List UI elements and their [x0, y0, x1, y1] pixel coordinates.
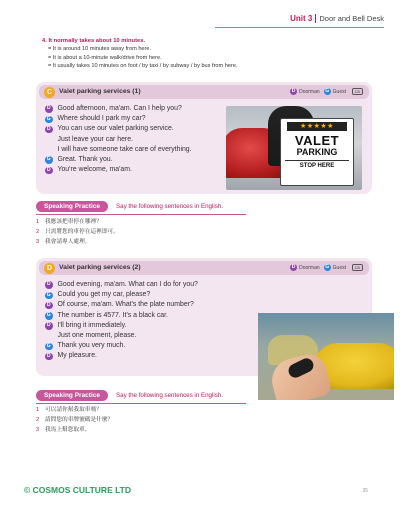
sentence-text: 可以請你幫我取車嗎？ — [45, 407, 102, 413]
dialog-text: The number is 4577. It's a black car. — [57, 311, 168, 319]
sign-parking: PARKING — [296, 147, 338, 157]
sentence-number: 1 — [36, 219, 40, 225]
guest-label: Guest — [332, 88, 346, 95]
speaker-badge: D — [46, 352, 51, 359]
dialog-text: I'll bring it immediately. — [57, 321, 127, 329]
dialog-line — [45, 114, 192, 124]
doorman-label: Doorman — [299, 264, 320, 271]
dialog-line — [45, 351, 198, 361]
doorman-badge: D — [291, 264, 296, 270]
dialog-text: Just leave your car here. — [57, 135, 133, 143]
dialog-text: My pleasure. — [57, 352, 97, 360]
dialog-line — [45, 104, 192, 114]
speaker-badge: G — [46, 291, 51, 298]
page-number: 35 — [362, 488, 368, 494]
dialog-line — [45, 124, 192, 134]
dialog-text: Good evening, ma'am. What can I do for you? — [57, 281, 198, 288]
intro-question: 4. It normally takes about 10 minutes. — [42, 38, 146, 44]
speaking-practice-header — [36, 201, 223, 212]
dialog-section-c — [36, 82, 372, 194]
unit-section-title: Door and Bell Desk — [319, 14, 384, 23]
dialog-line — [45, 290, 198, 300]
speaker-legend — [286, 88, 363, 95]
audio-cd-icon[interactable]: CD — [352, 264, 363, 271]
speaking-practice-header — [36, 390, 223, 401]
dialog-line — [45, 311, 198, 321]
dialog-line — [45, 165, 192, 175]
sentence-text: 我應該把車停在哪裡？ — [45, 219, 102, 225]
practice-sentence — [36, 227, 119, 237]
intro-alt: = It usually takes 10 minutes on foot / by taxi / by subway / by bus from here. — [48, 63, 238, 70]
dialog-lines — [45, 104, 192, 175]
dialog-text: Could you get my car, please? — [57, 291, 151, 299]
dialog-line — [45, 145, 192, 155]
speaker-badge: D — [46, 125, 51, 132]
speaker-badge: G — [46, 156, 51, 163]
dialog-line — [45, 135, 192, 145]
intro-alt: = It is about a 10-minute walk/drive from here. — [48, 54, 162, 61]
speaker-badge: D — [46, 105, 51, 112]
sign-stop-here: STOP HERE — [285, 160, 349, 169]
sentence-text: 請問您的車牌號碼是什麼？ — [45, 417, 114, 424]
sentence-number: 1 — [36, 407, 40, 413]
sentence-text: 我會請專人處理。 — [45, 239, 91, 246]
speaker-badge: D — [46, 322, 51, 329]
header-rule — [215, 27, 384, 28]
section-letter-badge: D — [44, 263, 55, 274]
dialog-text: Great. Thank you. — [57, 156, 113, 164]
valet-sign — [280, 118, 354, 186]
dialog-line — [45, 331, 198, 341]
section-title: Valet parking services (1) — [59, 88, 141, 95]
speaker-badge: D — [46, 281, 51, 288]
car-key-photo — [258, 313, 394, 400]
dialog-line — [45, 155, 192, 165]
doorman-label: Doorman — [299, 88, 320, 95]
practice-sentence — [36, 425, 113, 435]
speaking-practice-tag: Speaking Practice — [36, 201, 108, 212]
sentence-text: 只需將您的車停在這裡即可。 — [45, 229, 119, 236]
dialog-text: Good afternoon, ma'am. Can I help you? — [57, 105, 182, 112]
sign-valet: VALET — [294, 133, 340, 148]
dialog-line — [45, 300, 198, 310]
dialog-text: Where should I park my car? — [57, 115, 146, 123]
section-title-bar — [39, 85, 369, 99]
dialog-text: Thank you very much. — [57, 342, 126, 350]
practice-sentence — [36, 237, 119, 247]
dialog-lines — [45, 280, 198, 362]
sentence-number: 2 — [36, 417, 40, 424]
dialog-text: Of course, ma'am. What's the plate number? — [57, 301, 194, 309]
practice-rule — [36, 214, 246, 215]
practice-sentence — [36, 217, 119, 227]
speaker-badge: G — [46, 312, 51, 318]
dialog-text: I will have someone take care of everything. — [57, 145, 192, 153]
speaker-badge: D — [46, 301, 51, 308]
sign-stars: ★★★★★ — [287, 122, 347, 131]
speaker-badge: G — [46, 342, 51, 349]
section-title: Valet parking services (2) — [59, 264, 141, 271]
sentence-text: 我馬上幫您取車。 — [45, 427, 91, 434]
section-title-bar — [39, 261, 369, 275]
header-separator — [315, 14, 316, 23]
intro-block — [42, 37, 238, 71]
unit-header — [290, 14, 384, 23]
dialog-line — [45, 280, 198, 290]
intro-alt: = It is around 10 minutes away from here. — [48, 46, 152, 53]
practice-sentence — [36, 405, 113, 415]
dialog-text: Just one moment, please. — [57, 332, 137, 340]
practice-instruction: Say the following sentences in English. — [116, 392, 223, 399]
guest-badge: G — [325, 88, 330, 94]
speaker-badge: D — [46, 166, 51, 173]
sentence-number: 3 — [36, 427, 40, 434]
dialog-text: You're welcome, ma'am. — [57, 166, 132, 174]
dialog-text: You can use our valet parking service. — [57, 125, 174, 133]
practice-sentences — [36, 405, 113, 436]
speaker-legend — [286, 264, 363, 271]
practice-sentences — [36, 217, 119, 248]
guest-badge: G — [325, 264, 330, 270]
section-letter-badge: C — [44, 87, 55, 98]
dialog-line — [45, 341, 198, 351]
sentence-number: 2 — [36, 229, 40, 236]
practice-instruction: Say the following sentences in English. — [116, 203, 223, 210]
sentence-number: 3 — [36, 239, 40, 246]
practice-sentence — [36, 415, 113, 425]
practice-rule — [36, 403, 246, 404]
doorman-badge: D — [291, 88, 296, 94]
speaker-badge: G — [46, 115, 51, 122]
publisher-brand: © COSMOS CULTURE LTD — [24, 485, 131, 495]
dialog-line — [45, 321, 198, 331]
unit-label: Unit 3 — [290, 14, 313, 23]
audio-cd-icon[interactable]: CD — [352, 88, 363, 95]
guest-label: Guest — [332, 264, 346, 271]
valet-parking-photo — [226, 106, 362, 190]
speaking-practice-tag: Speaking Practice — [36, 390, 108, 401]
